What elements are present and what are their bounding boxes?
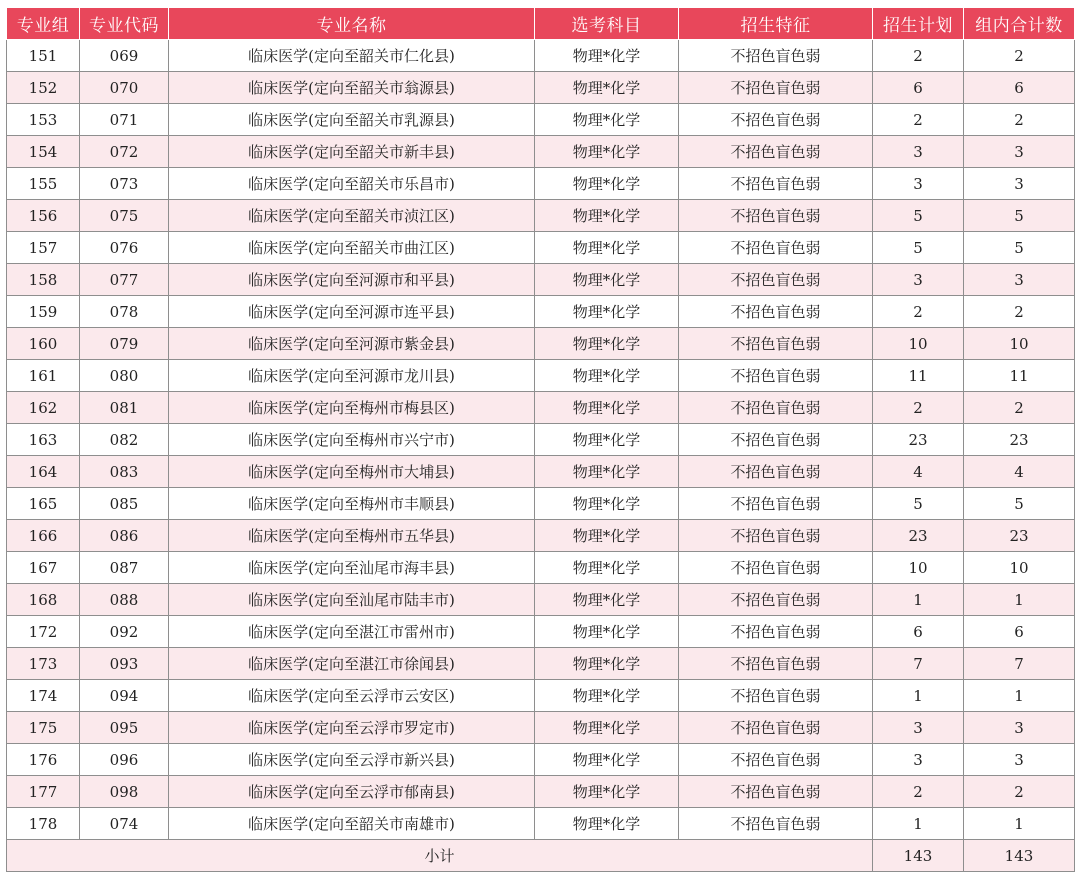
cell-major-name: 临床医学(定向至梅州市兴宁市) bbox=[169, 424, 535, 456]
cell-requirements: 不招色盲色弱 bbox=[679, 72, 873, 104]
cell-subjects: 物理*化学 bbox=[535, 264, 679, 296]
cell-group-total: 2 bbox=[964, 776, 1075, 808]
cell-group: 158 bbox=[7, 264, 80, 296]
cell-group-total: 6 bbox=[964, 616, 1075, 648]
cell-group: 178 bbox=[7, 808, 80, 840]
cell-major-name: 临床医学(定向至韶关市南雄市) bbox=[169, 808, 535, 840]
cell-subjects: 物理*化学 bbox=[535, 776, 679, 808]
cell-subjects: 物理*化学 bbox=[535, 328, 679, 360]
cell-group-total: 3 bbox=[964, 264, 1075, 296]
cell-major-code: 081 bbox=[80, 392, 169, 424]
cell-major-code: 098 bbox=[80, 776, 169, 808]
header-row bbox=[7, 8, 1075, 40]
cell-plan: 23 bbox=[873, 520, 964, 552]
cell-group-total: 1 bbox=[964, 584, 1075, 616]
cell-group-total: 1 bbox=[964, 808, 1075, 840]
cell-major-code: 085 bbox=[80, 488, 169, 520]
cell-major-name: 临床医学(定向至梅州市五华县) bbox=[169, 520, 535, 552]
cell-group: 174 bbox=[7, 680, 80, 712]
cell-group-total: 1 bbox=[964, 680, 1075, 712]
cell-requirements: 不招色盲色弱 bbox=[679, 488, 873, 520]
table-row bbox=[7, 232, 1075, 264]
cell-major-name: 临床医学(定向至河源市连平县) bbox=[169, 296, 535, 328]
cell-major-name: 临床医学(定向至湛江市徐闻县) bbox=[169, 648, 535, 680]
cell-subjects: 物理*化学 bbox=[535, 72, 679, 104]
cell-plan: 7 bbox=[873, 648, 964, 680]
cell-plan: 3 bbox=[873, 712, 964, 744]
header-group-total: 组内合计数 bbox=[964, 8, 1075, 40]
table-row bbox=[7, 200, 1075, 232]
cell-major-code: 095 bbox=[80, 712, 169, 744]
cell-major-name: 临床医学(定向至湛江市雷州市) bbox=[169, 616, 535, 648]
cell-requirements: 不招色盲色弱 bbox=[679, 264, 873, 296]
cell-subjects: 物理*化学 bbox=[535, 232, 679, 264]
cell-requirements: 不招色盲色弱 bbox=[679, 680, 873, 712]
cell-group: 161 bbox=[7, 360, 80, 392]
cell-plan: 5 bbox=[873, 488, 964, 520]
table-row bbox=[7, 552, 1075, 584]
table-row bbox=[7, 648, 1075, 680]
cell-requirements: 不招色盲色弱 bbox=[679, 360, 873, 392]
cell-plan: 2 bbox=[873, 104, 964, 136]
cell-group-total: 10 bbox=[964, 328, 1075, 360]
table-row bbox=[7, 168, 1075, 200]
table-row bbox=[7, 296, 1075, 328]
cell-group-total: 3 bbox=[964, 168, 1075, 200]
cell-major-code: 072 bbox=[80, 136, 169, 168]
cell-requirements: 不招色盲色弱 bbox=[679, 200, 873, 232]
cell-group-total: 11 bbox=[964, 360, 1075, 392]
cell-group-total: 3 bbox=[964, 136, 1075, 168]
header-plan: 招生计划 bbox=[873, 8, 964, 40]
cell-major-code: 087 bbox=[80, 552, 169, 584]
cell-requirements: 不招色盲色弱 bbox=[679, 424, 873, 456]
cell-major-name: 临床医学(定向至汕尾市陆丰市) bbox=[169, 584, 535, 616]
cell-requirements: 不招色盲色弱 bbox=[679, 552, 873, 584]
cell-plan: 2 bbox=[873, 40, 964, 72]
cell-subjects: 物理*化学 bbox=[535, 392, 679, 424]
cell-group-total: 10 bbox=[964, 552, 1075, 584]
cell-group: 156 bbox=[7, 200, 80, 232]
table-row bbox=[7, 488, 1075, 520]
cell-major-code: 078 bbox=[80, 296, 169, 328]
cell-group: 168 bbox=[7, 584, 80, 616]
cell-major-name: 临床医学(定向至韶关市乐昌市) bbox=[169, 168, 535, 200]
table-row bbox=[7, 456, 1075, 488]
cell-requirements: 不招色盲色弱 bbox=[679, 136, 873, 168]
cell-group: 172 bbox=[7, 616, 80, 648]
cell-major-name: 临床医学(定向至韶关市翁源县) bbox=[169, 72, 535, 104]
table-row bbox=[7, 680, 1075, 712]
cell-group: 177 bbox=[7, 776, 80, 808]
cell-group: 151 bbox=[7, 40, 80, 72]
cell-requirements: 不招色盲色弱 bbox=[679, 808, 873, 840]
cell-group-total: 7 bbox=[964, 648, 1075, 680]
cell-major-code: 077 bbox=[80, 264, 169, 296]
subtotal-row bbox=[7, 840, 1075, 872]
cell-subjects: 物理*化学 bbox=[535, 488, 679, 520]
cell-plan: 10 bbox=[873, 552, 964, 584]
cell-subjects: 物理*化学 bbox=[535, 200, 679, 232]
cell-major-name: 临床医学(定向至韶关市新丰县) bbox=[169, 136, 535, 168]
subtotal-group-total: 143 bbox=[964, 840, 1075, 872]
table-body bbox=[7, 40, 1075, 872]
cell-group: 159 bbox=[7, 296, 80, 328]
cell-major-code: 074 bbox=[80, 808, 169, 840]
cell-major-code: 075 bbox=[80, 200, 169, 232]
cell-major-code: 083 bbox=[80, 456, 169, 488]
cell-requirements: 不招色盲色弱 bbox=[679, 648, 873, 680]
header-requirements: 招生特征 bbox=[679, 8, 873, 40]
cell-group: 173 bbox=[7, 648, 80, 680]
cell-major-name: 临床医学(定向至云浮市新兴县) bbox=[169, 744, 535, 776]
cell-group: 165 bbox=[7, 488, 80, 520]
cell-major-code: 069 bbox=[80, 40, 169, 72]
cell-group-total: 23 bbox=[964, 424, 1075, 456]
cell-requirements: 不招色盲色弱 bbox=[679, 744, 873, 776]
table-row bbox=[7, 776, 1075, 808]
cell-major-name: 临床医学(定向至梅州市梅县区) bbox=[169, 392, 535, 424]
cell-subjects: 物理*化学 bbox=[535, 744, 679, 776]
cell-group-total: 2 bbox=[964, 392, 1075, 424]
cell-major-name: 临床医学(定向至韶关市仁化县) bbox=[169, 40, 535, 72]
cell-group: 154 bbox=[7, 136, 80, 168]
cell-requirements: 不招色盲色弱 bbox=[679, 520, 873, 552]
table-row bbox=[7, 392, 1075, 424]
cell-major-name: 临床医学(定向至韶关市乳源县) bbox=[169, 104, 535, 136]
cell-group-total: 2 bbox=[964, 104, 1075, 136]
table-row bbox=[7, 72, 1075, 104]
cell-plan: 3 bbox=[873, 168, 964, 200]
cell-group: 176 bbox=[7, 744, 80, 776]
cell-group-total: 3 bbox=[964, 744, 1075, 776]
cell-group: 163 bbox=[7, 424, 80, 456]
cell-requirements: 不招色盲色弱 bbox=[679, 104, 873, 136]
cell-subjects: 物理*化学 bbox=[535, 616, 679, 648]
table-row bbox=[7, 360, 1075, 392]
cell-subjects: 物理*化学 bbox=[535, 584, 679, 616]
cell-group: 153 bbox=[7, 104, 80, 136]
cell-subjects: 物理*化学 bbox=[535, 808, 679, 840]
cell-subjects: 物理*化学 bbox=[535, 648, 679, 680]
cell-group-total: 5 bbox=[964, 200, 1075, 232]
cell-subjects: 物理*化学 bbox=[535, 552, 679, 584]
cell-major-code: 076 bbox=[80, 232, 169, 264]
cell-plan: 10 bbox=[873, 328, 964, 360]
header-subjects: 选考科目 bbox=[535, 8, 679, 40]
cell-major-name: 临床医学(定向至河源市紫金县) bbox=[169, 328, 535, 360]
cell-plan: 6 bbox=[873, 72, 964, 104]
cell-plan: 2 bbox=[873, 392, 964, 424]
table-row bbox=[7, 808, 1075, 840]
cell-major-code: 093 bbox=[80, 648, 169, 680]
cell-plan: 5 bbox=[873, 232, 964, 264]
table-row bbox=[7, 264, 1075, 296]
cell-group: 155 bbox=[7, 168, 80, 200]
cell-major-code: 086 bbox=[80, 520, 169, 552]
cell-major-code: 096 bbox=[80, 744, 169, 776]
cell-subjects: 物理*化学 bbox=[535, 296, 679, 328]
cell-plan: 23 bbox=[873, 424, 964, 456]
cell-major-code: 088 bbox=[80, 584, 169, 616]
table-row bbox=[7, 616, 1075, 648]
cell-group: 175 bbox=[7, 712, 80, 744]
cell-plan: 4 bbox=[873, 456, 964, 488]
cell-major-name: 临床医学(定向至河源市龙川县) bbox=[169, 360, 535, 392]
cell-group: 162 bbox=[7, 392, 80, 424]
cell-requirements: 不招色盲色弱 bbox=[679, 776, 873, 808]
cell-requirements: 不招色盲色弱 bbox=[679, 328, 873, 360]
cell-subjects: 物理*化学 bbox=[535, 136, 679, 168]
cell-major-name: 临床医学(定向至云浮市罗定市) bbox=[169, 712, 535, 744]
cell-major-code: 092 bbox=[80, 616, 169, 648]
cell-major-code: 073 bbox=[80, 168, 169, 200]
cell-group-total: 2 bbox=[964, 296, 1075, 328]
cell-group: 164 bbox=[7, 456, 80, 488]
table-row bbox=[7, 328, 1075, 360]
table-row bbox=[7, 104, 1075, 136]
cell-major-code: 094 bbox=[80, 680, 169, 712]
cell-major-name: 临床医学(定向至汕尾市海丰县) bbox=[169, 552, 535, 584]
cell-plan: 5 bbox=[873, 200, 964, 232]
cell-group-total: 3 bbox=[964, 712, 1075, 744]
table-row bbox=[7, 744, 1075, 776]
cell-group-total: 2 bbox=[964, 40, 1075, 72]
cell-subjects: 物理*化学 bbox=[535, 40, 679, 72]
header-major-name: 专业名称 bbox=[169, 8, 535, 40]
cell-plan: 3 bbox=[873, 744, 964, 776]
cell-plan: 2 bbox=[873, 776, 964, 808]
header-group: 专业组 bbox=[7, 8, 80, 40]
cell-requirements: 不招色盲色弱 bbox=[679, 584, 873, 616]
cell-plan: 6 bbox=[873, 616, 964, 648]
cell-subjects: 物理*化学 bbox=[535, 520, 679, 552]
cell-group-total: 6 bbox=[964, 72, 1075, 104]
table-row bbox=[7, 712, 1075, 744]
cell-requirements: 不招色盲色弱 bbox=[679, 392, 873, 424]
cell-subjects: 物理*化学 bbox=[535, 456, 679, 488]
cell-requirements: 不招色盲色弱 bbox=[679, 712, 873, 744]
cell-group: 160 bbox=[7, 328, 80, 360]
header-major-code: 专业代码 bbox=[80, 8, 169, 40]
cell-subjects: 物理*化学 bbox=[535, 360, 679, 392]
table-row bbox=[7, 40, 1075, 72]
cell-major-code: 080 bbox=[80, 360, 169, 392]
cell-major-name: 临床医学(定向至韶关市浈江区) bbox=[169, 200, 535, 232]
cell-plan: 1 bbox=[873, 680, 964, 712]
cell-major-code: 082 bbox=[80, 424, 169, 456]
cell-requirements: 不招色盲色弱 bbox=[679, 232, 873, 264]
cell-major-name: 临床医学(定向至梅州市丰顺县) bbox=[169, 488, 535, 520]
cell-subjects: 物理*化学 bbox=[535, 680, 679, 712]
cell-requirements: 不招色盲色弱 bbox=[679, 168, 873, 200]
cell-requirements: 不招色盲色弱 bbox=[679, 296, 873, 328]
cell-major-name: 临床医学(定向至韶关市曲江区) bbox=[169, 232, 535, 264]
cell-major-code: 071 bbox=[80, 104, 169, 136]
cell-subjects: 物理*化学 bbox=[535, 712, 679, 744]
cell-plan: 3 bbox=[873, 136, 964, 168]
cell-group: 167 bbox=[7, 552, 80, 584]
subtotal-label: 小计 bbox=[7, 840, 873, 872]
cell-major-code: 070 bbox=[80, 72, 169, 104]
cell-group-total: 4 bbox=[964, 456, 1075, 488]
table-row bbox=[7, 136, 1075, 168]
table-row bbox=[7, 424, 1075, 456]
cell-major-code: 079 bbox=[80, 328, 169, 360]
cell-group: 157 bbox=[7, 232, 80, 264]
cell-major-name: 临床医学(定向至云浮市郁南县) bbox=[169, 776, 535, 808]
cell-plan: 11 bbox=[873, 360, 964, 392]
cell-group-total: 5 bbox=[964, 488, 1075, 520]
cell-group: 152 bbox=[7, 72, 80, 104]
cell-requirements: 不招色盲色弱 bbox=[679, 616, 873, 648]
admission-plan-table-container bbox=[6, 7, 1074, 872]
cell-plan: 3 bbox=[873, 264, 964, 296]
cell-group-total: 5 bbox=[964, 232, 1075, 264]
cell-plan: 1 bbox=[873, 584, 964, 616]
cell-subjects: 物理*化学 bbox=[535, 168, 679, 200]
cell-major-name: 临床医学(定向至梅州市大埔县) bbox=[169, 456, 535, 488]
cell-plan: 1 bbox=[873, 808, 964, 840]
cell-major-name: 临床医学(定向至河源市和平县) bbox=[169, 264, 535, 296]
cell-group: 166 bbox=[7, 520, 80, 552]
table-row bbox=[7, 584, 1075, 616]
cell-subjects: 物理*化学 bbox=[535, 424, 679, 456]
cell-subjects: 物理*化学 bbox=[535, 104, 679, 136]
admission-plan-table bbox=[6, 7, 1075, 872]
cell-requirements: 不招色盲色弱 bbox=[679, 456, 873, 488]
subtotal-plan: 143 bbox=[873, 840, 964, 872]
cell-requirements: 不招色盲色弱 bbox=[679, 40, 873, 72]
table-row bbox=[7, 520, 1075, 552]
cell-major-name: 临床医学(定向至云浮市云安区) bbox=[169, 680, 535, 712]
cell-group-total: 23 bbox=[964, 520, 1075, 552]
cell-plan: 2 bbox=[873, 296, 964, 328]
